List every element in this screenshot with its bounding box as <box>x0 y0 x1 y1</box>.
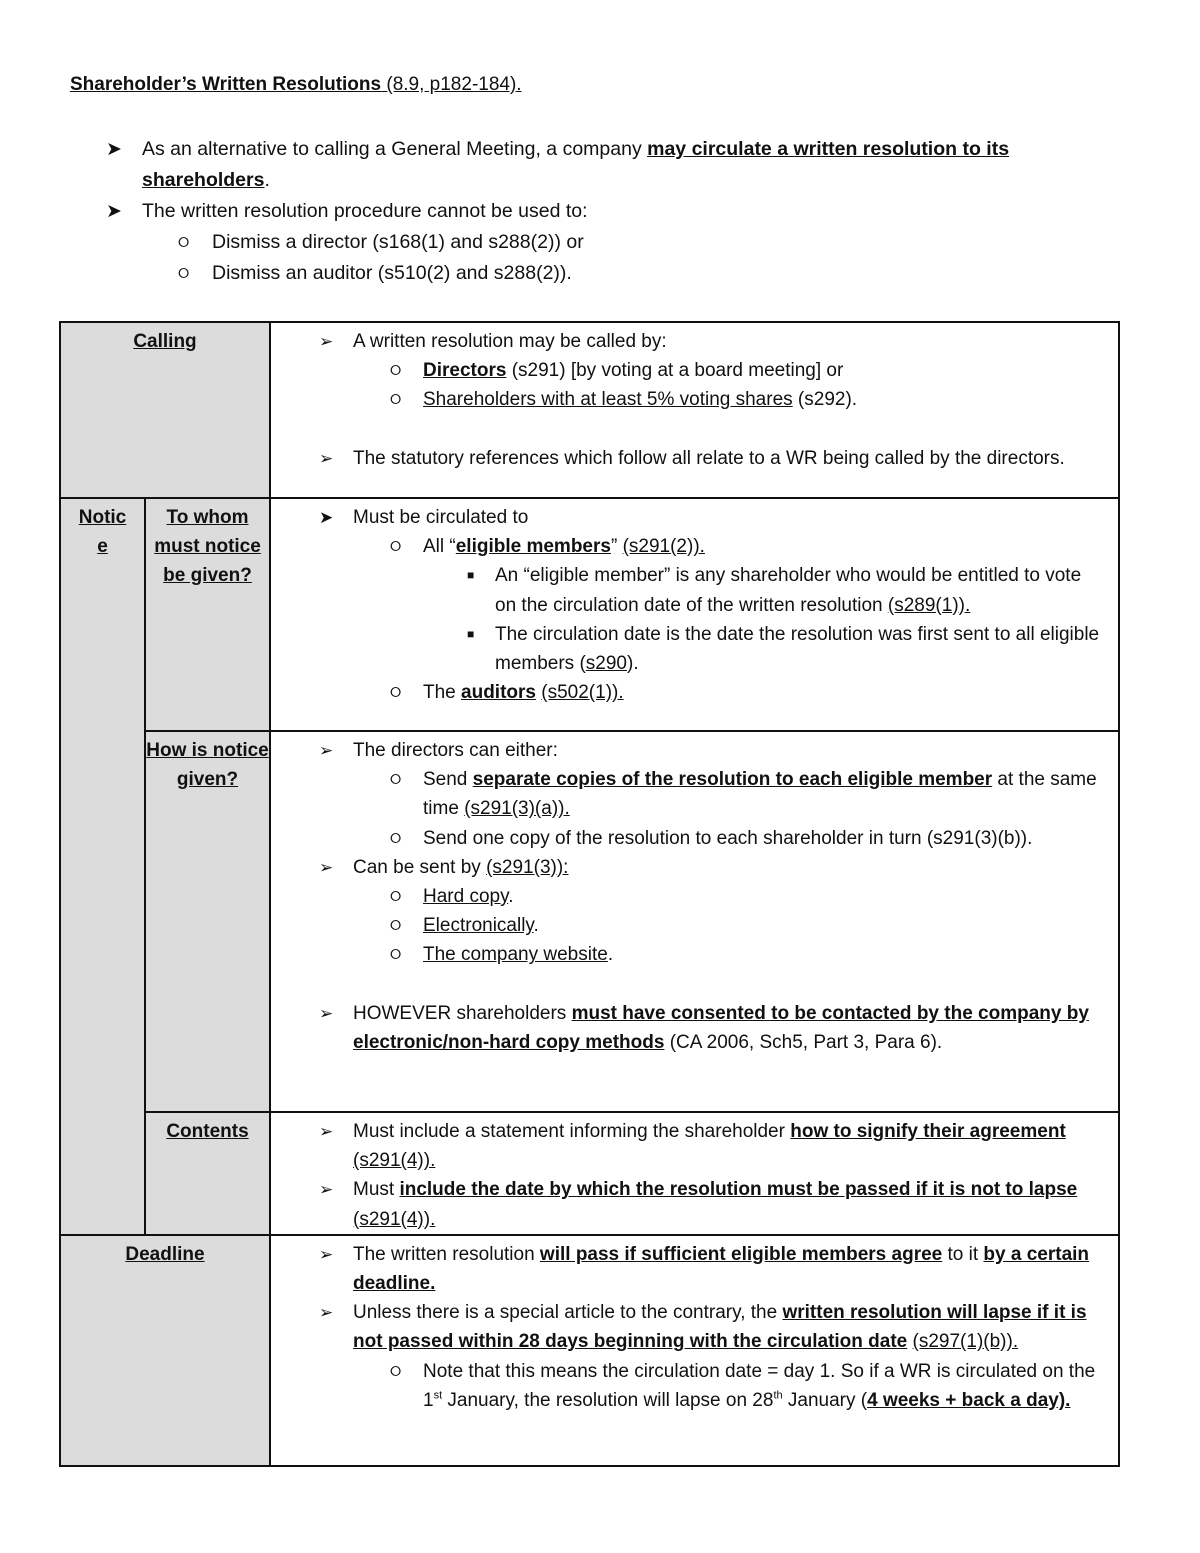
circle-bullet-icon: ⭘ <box>390 1362 402 1379</box>
text: to it <box>942 1243 984 1265</box>
list-item <box>100 134 1100 196</box>
circle-bullet-icon: ⭘ <box>390 888 402 905</box>
text: The written resolution <box>353 1243 540 1265</box>
header-text: How is notice given? <box>146 740 269 790</box>
emphasis-text: written resolution will lapse if it is not passed within 28 days beginning with the circulation date <box>353 1302 1087 1353</box>
emphasis-text: separate copies of the resolution to each eligible member <box>472 769 993 791</box>
subheader-how <box>145 731 270 1112</box>
emphasis-text: auditors <box>461 682 536 704</box>
sub-list-item <box>100 258 1100 289</box>
text: The circulation date is the date the resolution was first sent to all eligible members ( <box>495 623 1100 675</box>
arrow-bullet-icon: ➤ <box>106 139 122 160</box>
arrow-bullet-icon: ➢ <box>319 1244 334 1264</box>
emphasis-text: may circulate a written resolution to its shareholders <box>142 138 1010 191</box>
header-text: Notice <box>78 507 127 557</box>
emphasis-text: by a certain deadline. <box>353 1243 1090 1295</box>
text: All “ <box>423 536 456 558</box>
text: . <box>533 915 539 937</box>
sub-list-item <box>100 227 1100 258</box>
arrow-bullet-icon: ➤ <box>319 508 334 527</box>
emphasis-text: include the date by which the resolution must be passed if it is not to lapse <box>399 1179 1078 1201</box>
contents-content <box>270 1112 1119 1235</box>
table-row <box>60 1235 1119 1466</box>
text: Must <box>353 1179 400 1201</box>
text: Send <box>423 769 473 791</box>
table-row <box>60 498 1119 731</box>
row-header-deadline <box>60 1235 270 1466</box>
text: ” <box>610 536 623 558</box>
reference-text: s290 <box>585 653 627 675</box>
subheader-to-whom <box>145 498 270 731</box>
text: . <box>607 944 614 966</box>
table-row <box>60 731 1119 1112</box>
emphasis-text: The company website <box>423 944 608 966</box>
arrow-bullet-icon: ➢ <box>319 857 334 877</box>
circle-bullet-icon: ⭘ <box>390 771 402 788</box>
text: The <box>423 682 462 704</box>
arrow-bullet-icon: ➢ <box>319 1303 334 1323</box>
emphasis-text: Shareholders with at least 5% voting shares <box>423 389 793 411</box>
arrow-bullet-icon: ➤ <box>106 201 122 222</box>
square-bullet-icon: ■ <box>467 626 475 641</box>
text: A written resolution may be called by: <box>353 331 667 352</box>
header-text: Contents <box>166 1121 249 1142</box>
title-ref: (8.9, p182-184). <box>381 74 522 95</box>
intro-list <box>100 134 1100 289</box>
list-item <box>100 196 1100 227</box>
circle-bullet-icon: ⭘ <box>390 684 402 701</box>
deadline-content <box>270 1235 1119 1466</box>
arrow-bullet-icon: ➢ <box>319 1003 334 1023</box>
text: As an alternative to calling a General Meeting, a company <box>142 138 648 160</box>
header-text: Calling <box>133 331 197 352</box>
superscript: st <box>433 1389 443 1402</box>
text: HOWEVER shareholders <box>353 1002 572 1024</box>
reference-text: (s502(1)). <box>541 682 624 704</box>
row-header-notice <box>60 498 145 1235</box>
arrow-bullet-icon: ➢ <box>319 1122 334 1141</box>
how-content <box>270 731 1119 1112</box>
arrow-bullet-icon: ➢ <box>319 448 334 468</box>
text: Unless there is a special article to the contrary, the <box>353 1302 783 1324</box>
arrow-bullet-icon: ➢ <box>319 1180 334 1200</box>
emphasis-text: will pass if sufficient eligible members agree <box>539 1243 943 1265</box>
text: The directors can either: <box>353 740 558 761</box>
circle-bullet-icon: ⭘ <box>178 265 190 281</box>
text: January, the resolution will lapse on 28 <box>442 1389 774 1411</box>
text: Send one copy of the resolution to each shareholder in turn (s291(3)(b)). <box>423 827 1033 849</box>
circle-bullet-icon: ⭘ <box>390 391 402 408</box>
text: Must include a statement informing the shareholder <box>353 1121 791 1142</box>
reference-text: (s291(3)(a)). <box>464 798 570 820</box>
to-whom-content <box>270 498 1119 731</box>
row-header-calling <box>60 322 270 498</box>
text: (CA 2006, Sch5, Part 3, Para 6). <box>664 1031 943 1053</box>
emphasis-text: eligible members <box>455 536 611 558</box>
emphasis-text: Hard copy <box>423 886 509 908</box>
resolution-table <box>59 321 1120 1467</box>
emphasis-text: Electronically <box>423 915 534 937</box>
text: (s292). <box>792 389 858 411</box>
header-text: To whom must notice be given? <box>154 507 261 586</box>
text: Can be sent by <box>353 856 487 878</box>
circle-bullet-icon: ⭘ <box>390 917 402 934</box>
table-row <box>60 1112 1119 1235</box>
emphasis-text: 4 weeks + back a day). <box>867 1389 1071 1411</box>
title-main: Shareholder’s Written Resolutions <box>70 74 382 95</box>
circle-bullet-icon: ⭘ <box>390 829 402 846</box>
text: Dismiss an auditor (s510(2) and s288(2)). <box>212 262 572 284</box>
emphasis-text: how to signify their agreement <box>790 1121 1066 1142</box>
page-title <box>70 74 522 96</box>
table-row <box>60 322 1119 498</box>
arrow-bullet-icon: ➢ <box>319 332 334 351</box>
square-bullet-icon: ■ <box>467 568 475 583</box>
reference-text: (s291(4)). <box>353 1150 436 1172</box>
emphasis-text: Directors <box>423 360 507 382</box>
calling-content <box>270 322 1119 498</box>
circle-bullet-icon: ⭘ <box>390 538 402 555</box>
superscript: th <box>773 1389 783 1402</box>
text: ). <box>627 653 639 675</box>
text: Note that this means the circulation date = day 1. So if a WR is circulated on the 1 <box>423 1360 1096 1411</box>
emphasis-text: must have consented to be contacted by the company by electronic/non-hard copy methods <box>353 1002 1089 1053</box>
reference-text: (s291(2)). <box>622 536 705 558</box>
arrow-bullet-icon: ➢ <box>319 741 334 760</box>
text: The written resolution procedure cannot be used to: <box>142 200 588 222</box>
text: . <box>508 886 514 908</box>
reference-text: (s297(1)(b)). <box>912 1331 1019 1353</box>
circle-bullet-icon: ⭘ <box>390 946 402 963</box>
header-text: Deadline <box>125 1243 205 1265</box>
text: Must be circulated to <box>353 507 529 528</box>
text: at the same time <box>423 769 1097 820</box>
text: An “eligible member” is any shareholder who would be entitled to vote on the circulation date of the written resolution <box>495 565 1082 616</box>
text: The statutory references which follow all relate to a WR being called by the directors. <box>353 447 1065 469</box>
text: . <box>264 169 270 191</box>
text: January ( <box>782 1389 868 1411</box>
reference-text: (s291(3)): <box>486 856 569 878</box>
circle-bullet-icon: ⭘ <box>390 362 402 379</box>
text: (s291) [by voting at a board meeting] or <box>506 360 844 382</box>
circle-bullet-icon: ⭘ <box>178 234 190 250</box>
text: Dismiss a director (s168(1) and s288(2)) or <box>212 231 584 253</box>
reference-text: (s289(1)). <box>887 594 971 616</box>
reference-text: (s291(4)). <box>353 1208 436 1230</box>
subheader-contents <box>145 1112 270 1235</box>
